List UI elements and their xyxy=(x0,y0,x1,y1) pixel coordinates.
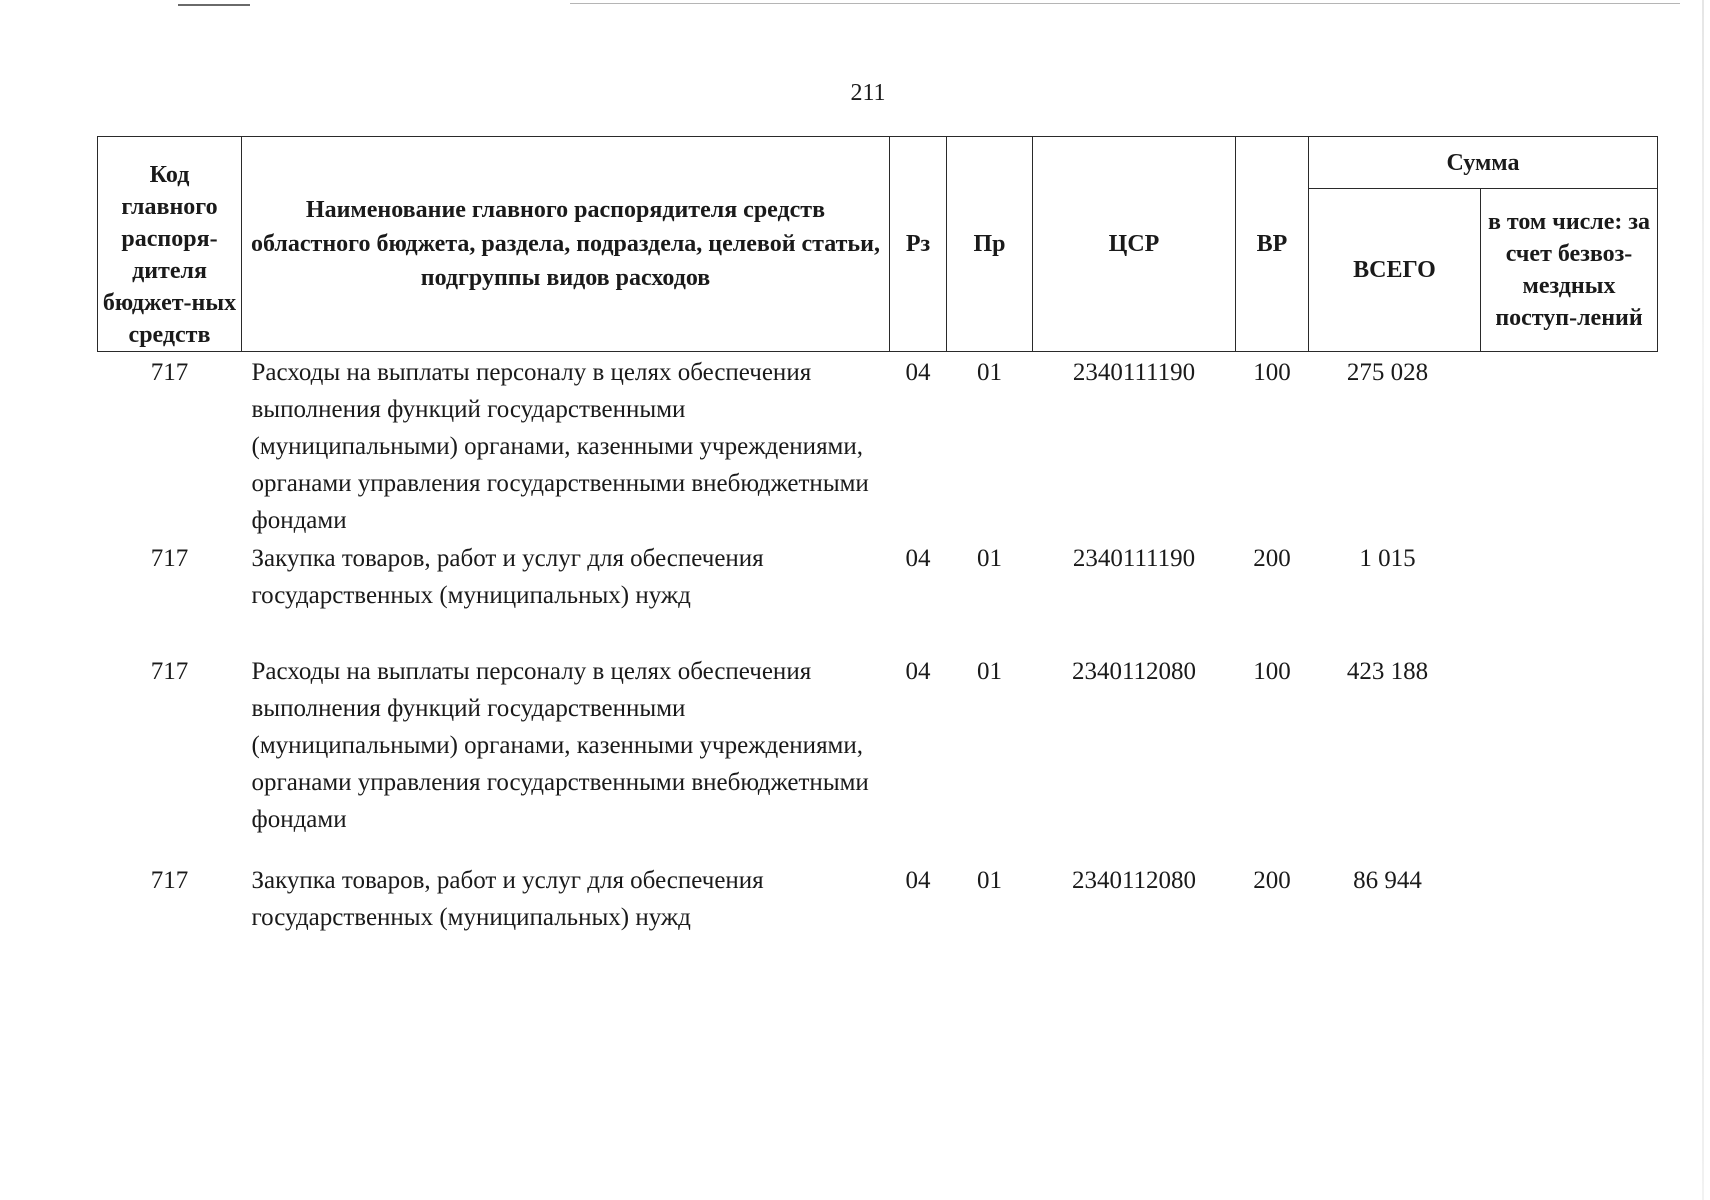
scan-artifact-line xyxy=(178,4,250,6)
cell-name: Расходы на выплаты персоналу в целях обеспечения выполнения функций государственными (муниципальными) органами, казенными учреждениями, органами управления государственными внебюджетными фондами xyxy=(251,359,869,534)
cell-vr: 200 xyxy=(1253,545,1291,572)
cell-total: 1 015 xyxy=(1359,545,1416,572)
header-gratis: в том числе: за счет безвоз-мездных поступ-лений xyxy=(1481,189,1658,352)
table-row xyxy=(98,862,1658,942)
cell-vr: 100 xyxy=(1253,359,1291,386)
cell-gratis xyxy=(1481,653,1658,862)
table-row xyxy=(98,352,1658,541)
cell-pr: 01 xyxy=(977,867,1002,894)
cell-pr: 01 xyxy=(977,658,1002,685)
header-sum: Сумма xyxy=(1309,137,1658,189)
scan-artifact-edge xyxy=(1702,0,1704,1200)
cell-gratis xyxy=(1481,352,1658,541)
cell-name: Закупка товаров, работ и услуг для обеспечения государственных (муниципальных) нужд xyxy=(251,545,764,609)
cell-pr: 01 xyxy=(977,359,1002,386)
budget-table xyxy=(97,136,1658,942)
cell-gratis xyxy=(1481,862,1658,942)
cell-name: Расходы на выплаты персоналу в целях обеспечения выполнения функций государственными (муниципальными) органами, казенными учреждениями, органами управления государственными внебюджетными фондами xyxy=(251,658,869,833)
cell-total: 86 944 xyxy=(1353,867,1422,894)
scan-artifact-line xyxy=(570,3,1680,4)
table-row xyxy=(98,540,1658,653)
header-rz: Рз xyxy=(890,137,947,352)
cell-csr: 2340111190 xyxy=(1072,359,1196,386)
cell-code: 717 xyxy=(150,658,189,685)
cell-rz: 04 xyxy=(905,867,931,894)
cell-vr: 100 xyxy=(1253,658,1291,685)
header-total: ВСЕГО xyxy=(1309,189,1481,352)
cell-code: 717 xyxy=(150,867,189,894)
header-csr: ЦСР xyxy=(1033,137,1236,352)
cell-code: 717 xyxy=(150,359,189,386)
cell-total: 275 028 xyxy=(1346,359,1429,386)
cell-gratis xyxy=(1481,540,1658,653)
cell-code: 717 xyxy=(150,545,189,572)
cell-rz: 04 xyxy=(905,658,931,685)
table-row xyxy=(98,653,1658,862)
header-pr: Пр xyxy=(947,137,1033,352)
cell-vr: 200 xyxy=(1253,867,1291,894)
header-code: Код главного распоря-дителя бюджет-ных средств xyxy=(98,137,242,352)
cell-rz: 04 xyxy=(905,359,931,386)
cell-pr: 01 xyxy=(977,545,1002,572)
page-number: 211 xyxy=(850,80,886,106)
cell-csr: 2340111190 xyxy=(1072,545,1196,572)
cell-csr: 2340112080 xyxy=(1071,867,1197,894)
cell-name: Закупка товаров, работ и услуг для обеспечения государственных (муниципальных) нужд xyxy=(251,867,764,931)
cell-csr: 2340112080 xyxy=(1071,658,1197,685)
cell-rz: 04 xyxy=(905,545,931,572)
cell-total: 423 188 xyxy=(1346,658,1429,685)
header-vr: ВР xyxy=(1236,137,1309,352)
header-name: Наименование главного распорядителя средств областного бюджета, раздела, подраздела, целевой статьи, подгруппы видов расходов xyxy=(242,137,890,352)
